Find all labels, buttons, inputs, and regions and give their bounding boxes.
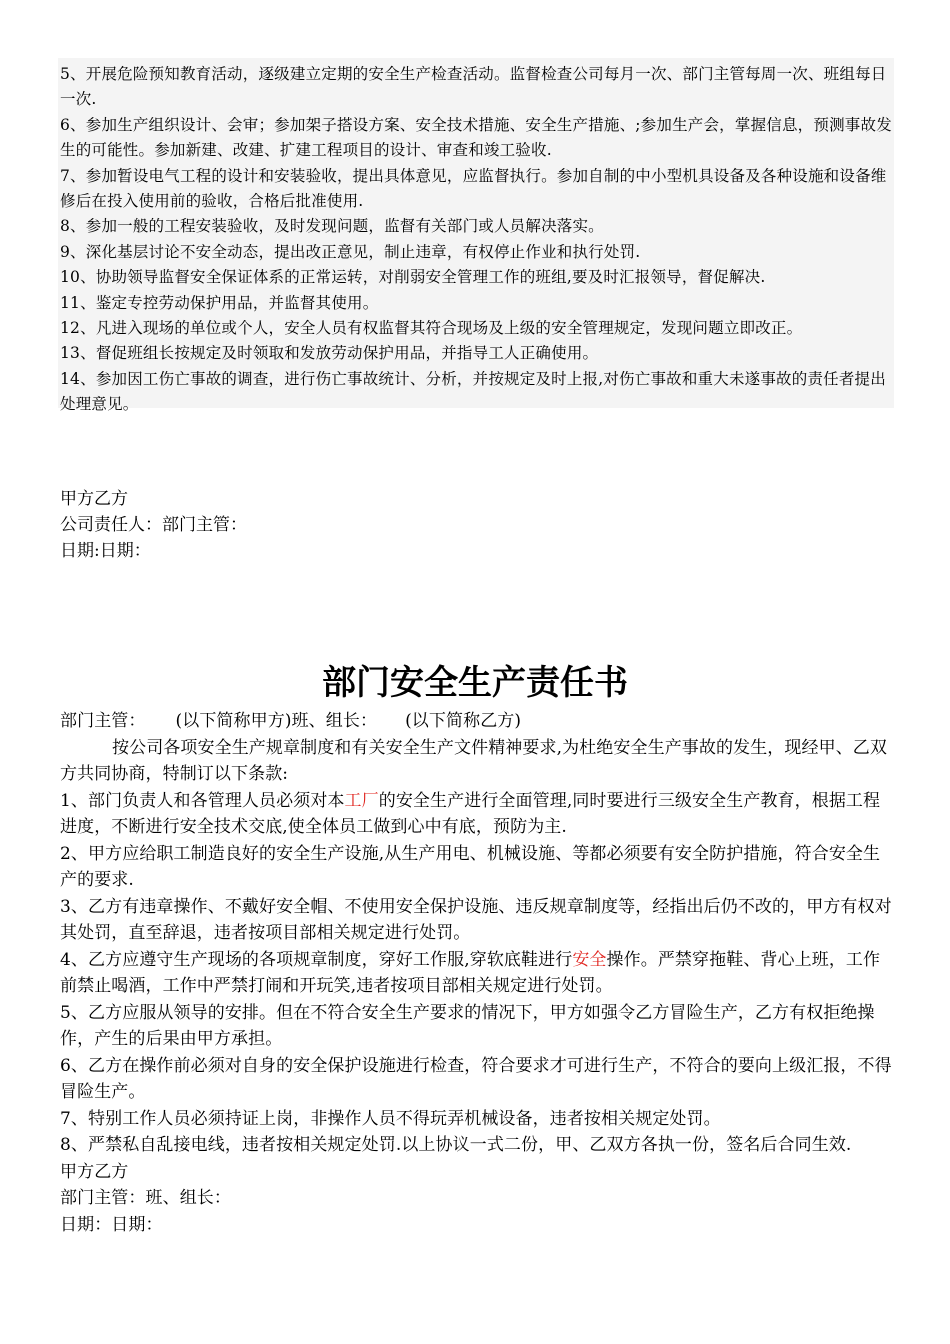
- clause-3: 3、乙方有违章操作、不戴好安全帽、不使用安全保护设施、违反规章制度等，经指出后仍不改的，甲方有权对其处罚，直至辞退，违者按项目部相关规定进行处罚。: [60, 896, 892, 943]
- signature-persons: 部门主管：班、组长：: [60, 1188, 231, 1208]
- highlighted-text: 工厂: [344, 790, 379, 811]
- list-item: 9、深化基层讨论不安全动态，提出改正意见，制止违章，有权停止作业和执行处罚.: [60, 242, 641, 261]
- list-item: 7、参加暂设电气工程的设计和安装验收，提出具体意见，应监督执行。参加自制的中小型机具设备及各种设施和设备维修后在投入使用前的验收，合格后批准使用.: [60, 166, 887, 211]
- list-item: 14、参加因工伤亡事故的调查，进行伤亡事故统计、分析，并按规定及时上报,对伤亡事故和重大未遂事故的责任者提出处理意见。: [60, 369, 886, 414]
- clause-7: 7、特别工作人员必须持证上岗，非操作人员不得玩弄机械设备，违者按相关规定处罚。: [60, 1108, 721, 1129]
- list-item: 11、鉴定专控劳动保护用品，并监督其使用。: [60, 293, 379, 312]
- list-item: 8、参加一般的工程安装验收，及时发现问题，监督有关部门或人员解决落实。: [60, 217, 604, 236]
- signature-parties: 甲方乙方: [60, 1161, 129, 1182]
- list-item: 10、协助领导监督安全保证体系的正常运转，对削弱安全管理工作的班组,要及时汇报领导，督促解决.: [60, 268, 766, 287]
- clause-text: 4、乙方应遵守生产现场的各项规章制度，穿好工作服,穿软底鞋进行: [60, 949, 573, 970]
- parties-line: [60, 708, 894, 735]
- document-title: 部门安全生产责任书: [322, 663, 628, 703]
- signature-persons: 公司责任人：部门主管：: [60, 515, 247, 535]
- list-item: 6、参加生产组织设计、会审；参加架子搭设方案、安全技术措施、安全生产措施、;参加生产会，掌握信息，预测事故发生的可能性。参加新建、改建、扩建工程项目的设计、审查和竣工验收.: [60, 115, 892, 160]
- agreement-body: [60, 708, 894, 1238]
- clause-text: 操作。严禁穿拖鞋、背心上班，工作前禁止喝酒，工作中严禁打闹和开玩笑,违者按项目部相关规定进行处罚。: [60, 949, 881, 996]
- clause-1: [60, 788, 894, 841]
- highlighted-text: 安全: [572, 949, 607, 970]
- clause-6: 6、乙方在操作前必须对自身的安全保护设施进行检查，符合要求才可进行生产，不符合的要向上级汇报，不得冒险生产。: [60, 1055, 892, 1102]
- signature-block-upper: [60, 486, 660, 564]
- party-b-note: (以下简称乙方): [405, 711, 522, 731]
- clause-4: [60, 947, 894, 1000]
- list-item: 13、督促班组长按规定及时领取和发放劳动保护用品，并指导工人正确使用。: [60, 344, 599, 363]
- list-item: 12、凡进入现场的单位或个人，安全人员有权监督其符合现场及上级的安全管理规定，发现问题立即改正。: [60, 319, 803, 338]
- signature-parties: 甲方乙方: [60, 489, 128, 509]
- signature-dates: 日期：日期：: [60, 1214, 163, 1235]
- party-b-label: (以下简称甲方)班、组长：: [175, 711, 378, 731]
- clause-8: 8、严禁私自乱接电线，违者按相关规定处罚.以上协议一式二份，甲、乙双方各执一份，签名后合同生效.: [60, 1135, 852, 1155]
- clause-2: 2、甲方应给职工制造良好的安全生产设施,从生产用电、机械设施、等都必须要有安全防护措施，符合安全生产的要求.: [60, 843, 881, 890]
- intro-paragraph: 按公司各项安全生产规章制度和有关安全生产文件精神要求,为杜绝安全生产事故的发生，现经甲、乙双方共同协商，特制订以下条款:: [60, 737, 888, 784]
- signature-dates: 日期:日期：: [60, 541, 151, 561]
- list-item: 5、开展危险预知教育活动，逐级建立定期的安全生产检查活动。监督检查公司每月一次、部门主管每周一次、班组每日一次.: [60, 65, 887, 109]
- clause-5: 5、乙方应服从领导的安排。但在不符合安全生产要求的情况下，甲方如强令乙方冒险生产，乙方有权拒绝操作，产生的后果由甲方承担。: [60, 1002, 875, 1049]
- clause-text: 1、部门负责人和各管理人员必须对本: [60, 790, 345, 811]
- party-a-label: 部门主管：: [60, 711, 146, 731]
- clause-text: 的安全生产进行全面管理,同时要进行三级安全生产教育，根据工程进度，不断进行安全技术交底,使全体员工做到心中有底，预防为主.: [60, 790, 881, 837]
- responsibility-list: [60, 62, 894, 418]
